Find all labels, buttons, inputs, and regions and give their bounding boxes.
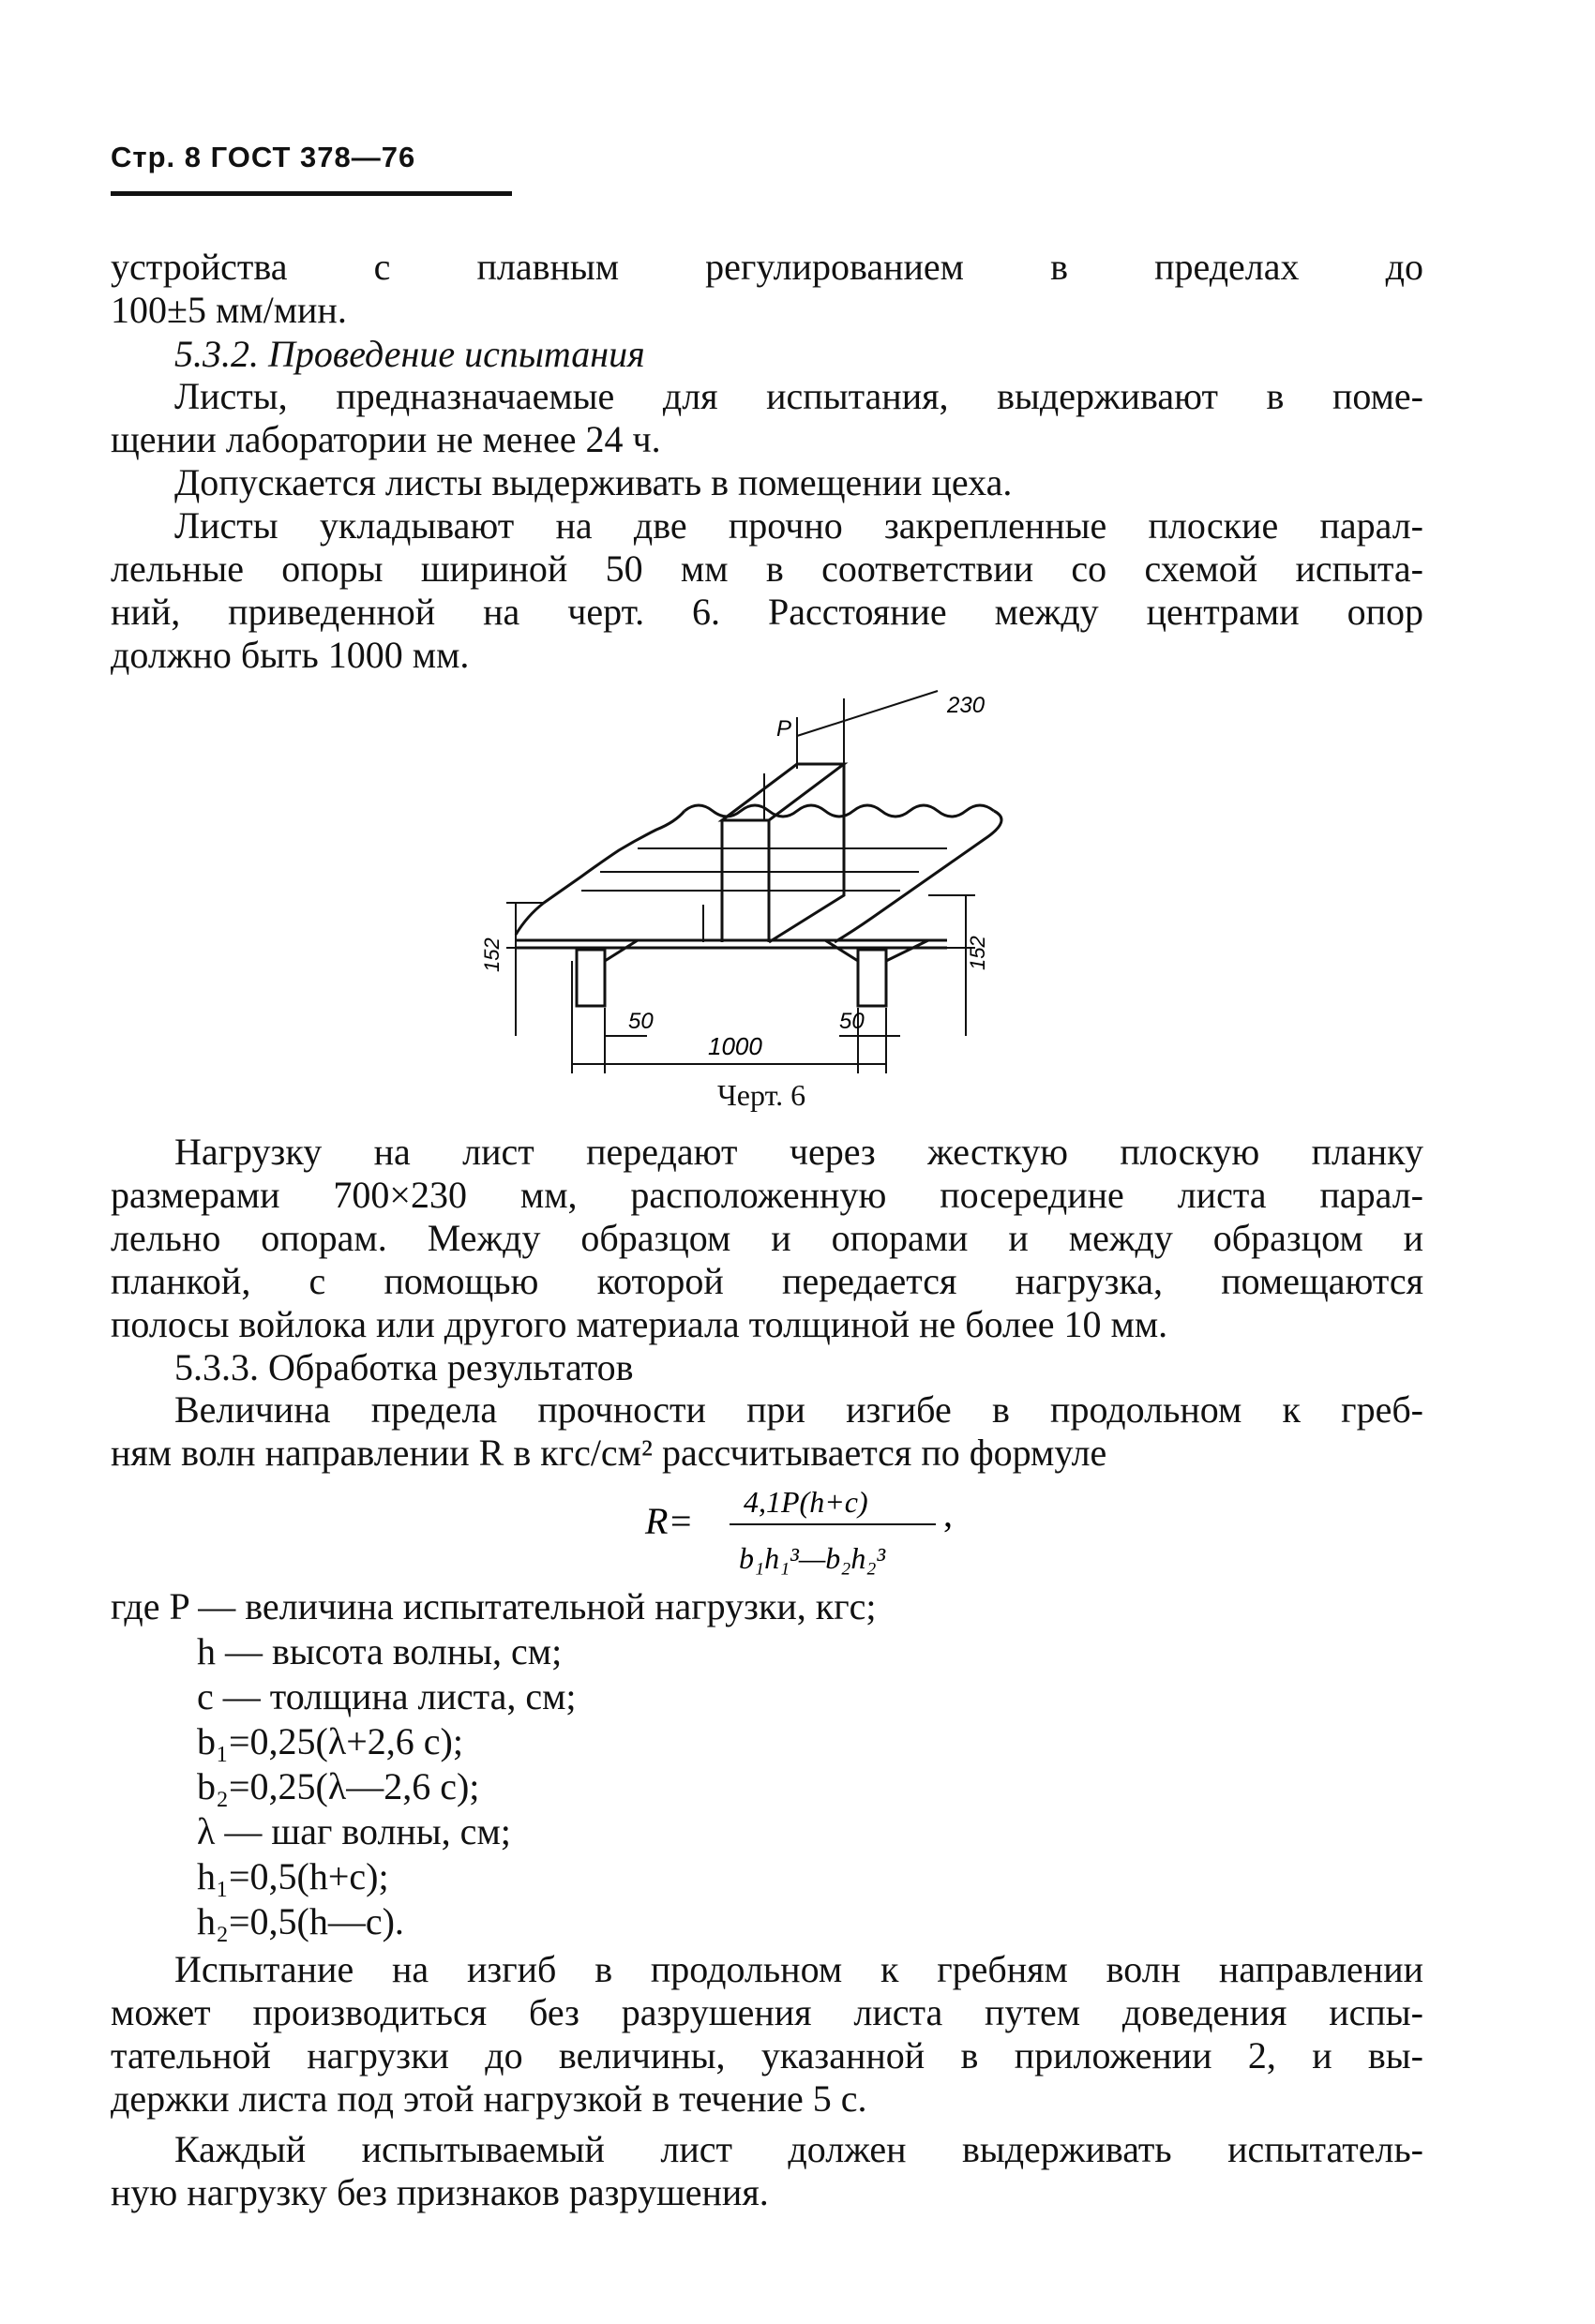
page-header: Стр. 8 ГОСТ 378—76 xyxy=(111,141,416,173)
paragraph-storage xyxy=(111,375,1423,461)
dim-152-right: 152 xyxy=(966,936,989,970)
text-line: 100±5 мм/мин. xyxy=(111,289,347,331)
definition-line: где P — величина испытательной нагрузки, кгс; xyxy=(111,1585,877,1627)
text-line: устройства с плавным регулированием в пределах до xyxy=(111,246,1423,288)
definition-line: λ — шаг волны, см; xyxy=(197,1810,511,1852)
text-line: тательной нагрузки до величины, указанной в приложении 2, и вы- xyxy=(111,2034,1423,2077)
text-line: Каждый испытываемый лист должен выдерживать испытатель- xyxy=(174,2128,1423,2170)
text-line: держки листа под этой нагрузкой в течение 5 с. xyxy=(111,2077,867,2120)
paragraph-formula-intro xyxy=(111,1388,1423,1475)
text-line: Нагрузку на лист передают через жесткую плоскую планку xyxy=(174,1131,1423,1173)
support-right xyxy=(858,950,886,1006)
text-line: может производиться без разрушения листа путем доведения испы- xyxy=(111,1991,1423,2033)
paragraph-workshop xyxy=(111,461,1423,504)
strength-formula xyxy=(645,1479,1001,1592)
paragraph-requirement xyxy=(111,2128,1423,2214)
text-line: полосы войлока или другого материала толщиной не более 10 мм. xyxy=(111,1303,1168,1345)
formula-denominator: b₁h₁³—b₂h₂³ xyxy=(739,1541,886,1575)
text-line: Испытание на изгиб в продольном к гребням волн направлении xyxy=(174,1948,1423,1990)
text-line: ням волн направлении R в кгс/см² рассчитывается по формуле xyxy=(111,1432,1107,1474)
definition-line: c — толщина листа, см; xyxy=(197,1675,577,1717)
section-title-5-3-3 xyxy=(174,1345,634,1389)
figure-caption: Черт. 6 xyxy=(717,1078,806,1112)
text-line: планкой, с помощью которой передается нагрузка, помещаются xyxy=(111,1260,1423,1302)
definition-line: b₁=0,25(λ+2,6 c); xyxy=(197,1720,463,1762)
text-line: Листы, предназначаемые для испытания, выдерживают в поме- xyxy=(174,375,1423,417)
definition-line: h₂=0,5(h—c). xyxy=(197,1900,404,1942)
text-line: должно быть 1000 мм. xyxy=(111,634,470,676)
text-line: ную нагрузку без признаков разрушения. xyxy=(111,2171,769,2213)
variable-definitions xyxy=(111,1584,877,1944)
test-scheme-drawing xyxy=(480,680,1069,1111)
text-line: щении лаборатории не менее 24 ч. xyxy=(111,418,661,460)
text-line: лельные опоры шириной 50 мм в соответствии со схемой испыта- xyxy=(111,547,1423,590)
section-title-text: 5.3.3. Обработка результатов xyxy=(174,1346,634,1388)
dim-152-left: 152 xyxy=(480,937,504,972)
text-line: Допускается листы выдерживать в помещении цеха. xyxy=(174,461,1013,503)
paragraph-supports xyxy=(111,504,1423,677)
text-line: лельно опорам. Между образцом и опорами и между образцом и xyxy=(111,1217,1423,1259)
sheet-right-edge xyxy=(835,811,1001,942)
dim-1000: 1000 xyxy=(708,1032,762,1060)
support-left xyxy=(577,950,605,1006)
text-line: Листы укладывают на две прочно закрепленные плоские парал- xyxy=(174,504,1423,547)
paragraph-intro xyxy=(111,246,1423,332)
header-rule xyxy=(111,191,512,196)
formula-comma: , xyxy=(943,1492,953,1535)
definition-line: h₁=0,5(h+c); xyxy=(197,1855,389,1897)
dim-50-right: 50 xyxy=(839,1009,865,1034)
formula-numerator: 4,1P(h+c) xyxy=(744,1485,868,1519)
section-title-5-3-2: 5.3.2. Проведение испытания xyxy=(174,333,645,375)
dim-230: 230 xyxy=(947,693,986,718)
paragraph-nondestructive xyxy=(111,1948,1423,2121)
definition-line: b₂=0,25(λ—2,6 c); xyxy=(197,1765,480,1807)
paragraph-load xyxy=(111,1131,1423,1346)
definition-line: h — высота волны, см; xyxy=(197,1630,563,1672)
label-p: P xyxy=(776,716,792,742)
formula-lhs: R= xyxy=(645,1500,694,1542)
text-line: размерами 700×230 мм, расположенную посередине листа парал- xyxy=(111,1174,1423,1216)
dim-50-left: 50 xyxy=(628,1009,654,1034)
text-line: ний, приведенной на черт. 6. Расстояние между центрами опор xyxy=(111,591,1423,633)
text-line: Величина предела прочности при изгибе в продольном к греб- xyxy=(174,1388,1423,1431)
